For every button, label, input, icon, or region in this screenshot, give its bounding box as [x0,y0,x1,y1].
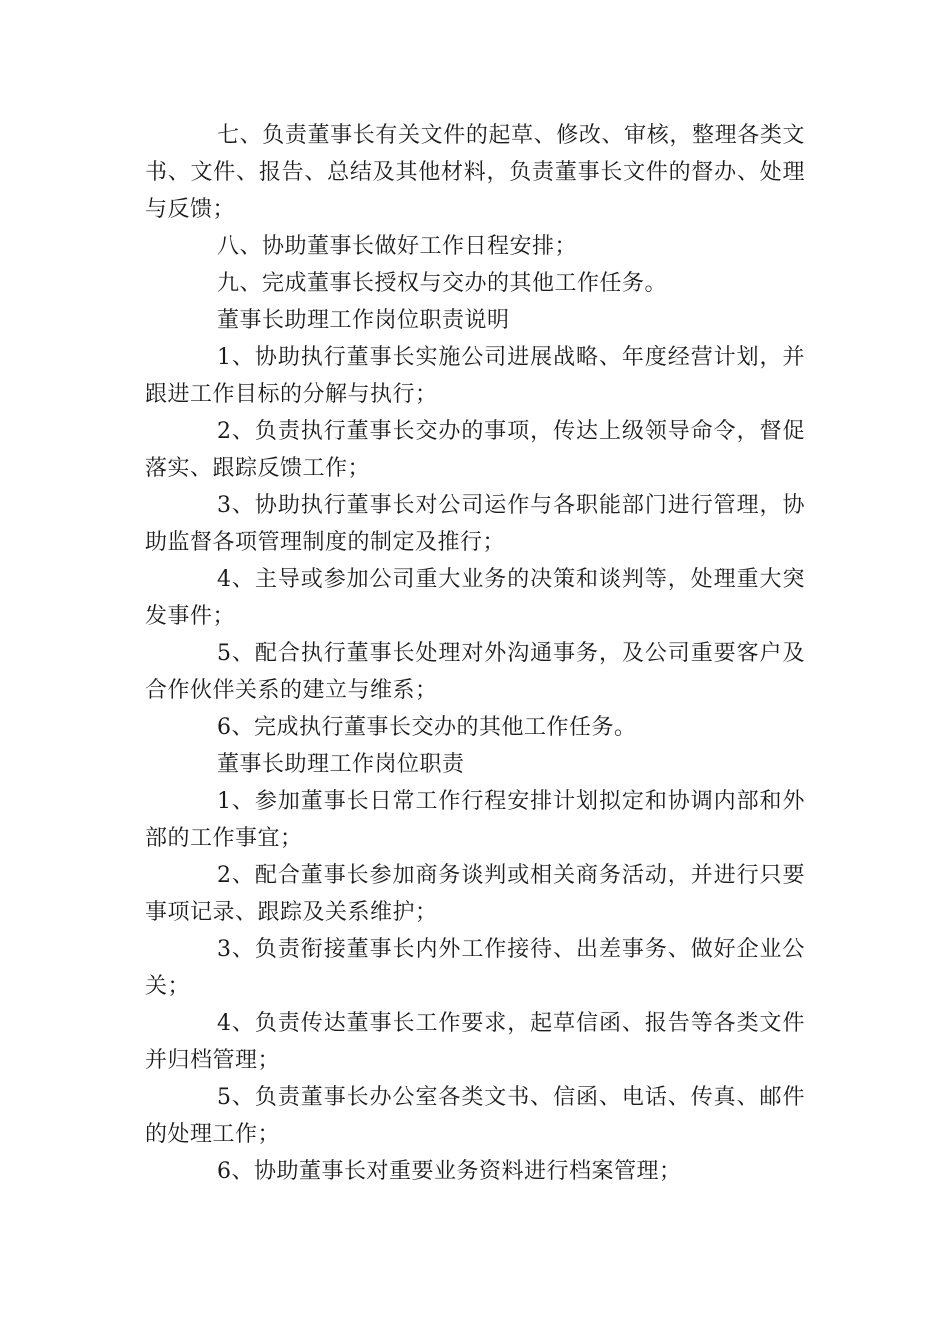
list-item-3-reception: 3、负责衔接董事长内外工作接待、出差事务、做好企业公关； [145,937,805,999]
list-item-6-archives: 6、协助董事长对重要业务资料进行档案管理； [217,1159,682,1184]
list-item-5-external: 5、配合执行董事长处理对外沟通事务，及公司重要客户及合作伙伴关系的建立与维系； [145,641,805,703]
paragraph-9-other-tasks: 九、完成董事长授权与交办的其他工作任务。 [217,271,668,296]
list-item-3-management: 3、协助执行董事长对公司运作与各职能部门进行管理，协助监督各项管理制度的制定及推行； [145,493,805,555]
list-item-6-other: 6、完成执行董事长交办的其他工作任务。 [217,715,637,740]
paragraph-8-schedule: 八、协助董事长做好工作日程安排； [217,234,578,259]
list-item-1-itinerary: 1、参加董事长日常工作行程安排计划拟定和协调内部和外部的工作事宜； [145,789,805,851]
paragraph-7-drafting: 七、负责董事长有关文件的起草、修改、审核，整理各类文书、文件、报告、总结及其他材料，负责董事长文件的督办、处理与反馈； [145,123,805,222]
list-item-2-assigned-matters: 2、负责执行董事长交办的事项，传达上级领导命令，督促落实、跟踪反馈工作； [145,419,805,481]
list-item-5-office-docs: 5、负责董事长办公室各类文书、信函、电话、传真、邮件的处理工作； [145,1085,805,1147]
list-item-2-negotiation: 2、配合董事长参加商务谈判或相关商务活动，并进行只要事项记录、跟踪及关系维护； [145,863,805,925]
list-item-4-requirements: 4、负责传达董事长工作要求，起草信函、报告等各类文件并归档管理； [145,1011,805,1073]
list-item-4-decisions: 4、主导或参加公司重大业务的决策和谈判等，处理重大突发事件； [145,567,805,629]
section-heading-duties-description: 董事长助理工作岗位职责说明 [217,308,510,333]
document-body [145,117,805,1190]
section-heading-duties: 董事长助理工作岗位职责 [217,752,465,777]
list-item-1-strategy: 1、协助执行董事长实施公司进展战略、年度经营计划，并跟进工作目标的分解与执行； [145,345,805,407]
